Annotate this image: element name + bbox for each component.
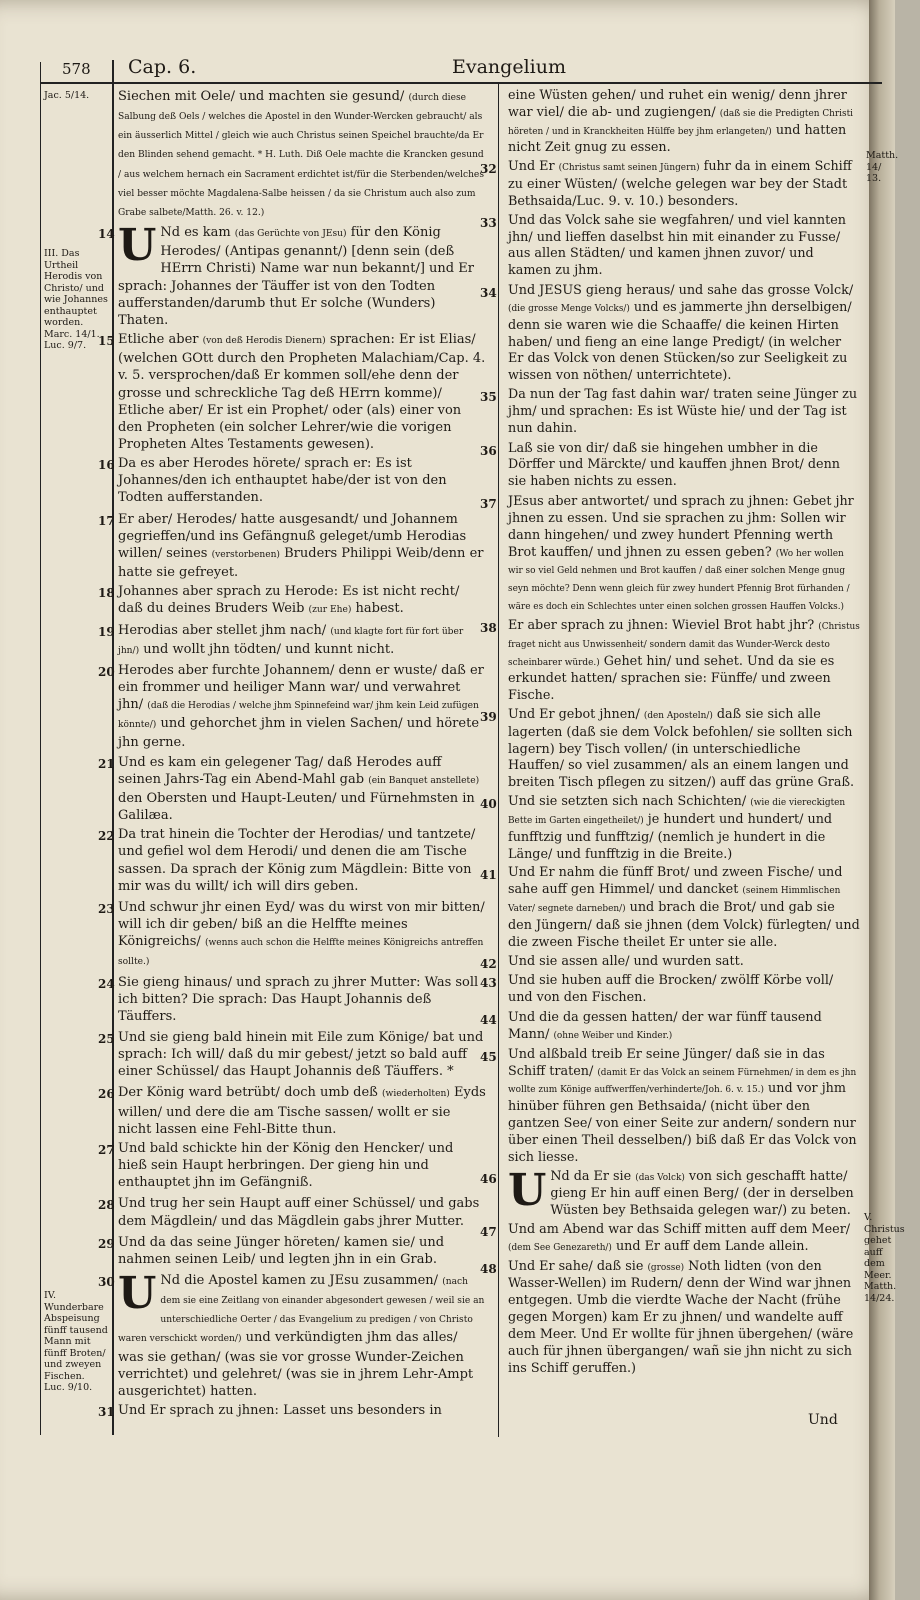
verse-number: 48: [480, 1261, 497, 1276]
verse-gloss: (wenns auch schon die Helffte meines Königreichs antreffen sollte.): [118, 938, 484, 968]
verse-text: Und am Abend war das Schiff mitten auff dem Meer/: [508, 1222, 851, 1237]
verse: [98, 826, 486, 897]
page-number: 578: [62, 60, 91, 78]
verse: [480, 865, 860, 951]
verse-number: 25: [98, 1031, 115, 1046]
verse-text: Und Er gebot jhnen/: [508, 706, 644, 722]
verse-gloss: (und klagte fort für fort über jhn/): [118, 626, 464, 656]
verse-text: Er aber sprach zu jhnen: Wieviel Brot habt jhr?: [508, 617, 819, 633]
verse-number: 27: [98, 1142, 115, 1157]
verse: [480, 1164, 860, 1220]
verse: [98, 1402, 486, 1421]
verse-gloss: (von deß Herodis Dienern): [202, 336, 326, 347]
verse-text: Laß sie von dir/ daß sie hingehen umbher in die Dörffer und Märckte/ und kauffen jhnen Brot/ denn sie haben nichts zu essen.: [508, 440, 840, 490]
verse: [480, 973, 860, 1008]
verse-text-continued: und vor jhm hinüber führen gen Bethsaida/ (nicht über den gantzen See/ von einer Seite zur andern/ sondern nur über einen Theil desselben/) biß daß Er das Volck von sich liesse.: [508, 1081, 857, 1165]
verse-number: 17: [98, 513, 115, 528]
verse-text: Herodias aber stellet jhm nach/: [118, 622, 331, 638]
verse: [98, 331, 486, 453]
catchword: Und: [808, 1412, 838, 1428]
verse: [98, 1029, 486, 1082]
verse-number: 34: [480, 286, 497, 301]
verse-text: Und Er sprach zu jhnen: Lasset uns besonders in: [118, 1403, 442, 1419]
verse-text: Siechen mit Oele/ und machten sie gesund/: [118, 89, 409, 104]
verse-text: Und Er nahm die fünff Brot/ und zween Fische/ und sahe auff gen Himmel/ und dancket: [508, 865, 843, 898]
drop-capital: U: [118, 220, 157, 272]
verse-number: 44: [480, 1013, 497, 1028]
verse-number: 26: [98, 1087, 115, 1102]
verse-gloss: (daß die Herodias / welche jhm Spinnefeind war/ jhm kein Leid zufügen könnte/): [118, 701, 479, 731]
verse: [98, 220, 486, 329]
verse-gloss: (Wo her wollen wir so viel Geld nehmen und Brot kauffen / daß einer solchen Menge gnug seyn möchte? Denn wenn gleich für zwey hundert Pfennig Brot fürhanden / wäre es doch ein Schlechtes unter einen solchen grossen Hauffen Volcks.): [508, 548, 850, 613]
verse: [508, 88, 860, 157]
verse-gloss: (das Gerüchte von JEsu): [234, 229, 347, 240]
verse: [480, 794, 860, 863]
drop-capital: U: [508, 1164, 547, 1216]
verse-text-continued: für den König Herodes/ (Antipas genannt/) [denn sein (deß HErrn Christi) Name war nun bekannt/] und Er sprach: Johannes der Täuffer ist von den Todten aufferstanden/darumb thut Er solche (Wunders) Thaten.: [118, 225, 474, 328]
verse-number: 40: [480, 797, 497, 812]
verse-number: 42: [480, 956, 497, 971]
verse: [98, 899, 486, 972]
verse-text: Und alßbald treib Er seine Jünger/ daß sie in das Schiff traten/: [508, 1046, 825, 1079]
column-divider: [498, 82, 499, 1437]
verse-text-continued: und verkündigten jhm das alles/ was sie gethan/ (was sie vor grosse Wunder-Zeichen verrichtet) und gelehret/ (was sie in jhrem Lehr-Ampt ausgerichtet) hatten.: [118, 1330, 474, 1399]
verse-text-continued: und es jammerte jhn derselbigen/ denn sie waren wie die Schaaffe/ die keinen Hirten haben/ und fieng an eine lange Predigt/ (in welcher Er das Volck von denen Stücken/so zur Seeligkeit zu wissen von nöthen/ unterrichtete).: [508, 299, 852, 384]
verse-number: 38: [480, 620, 497, 635]
verse-text: Sie gieng hinaus/ und sprach zu jhrer Mutter: Was soll ich bitten? Die sprach: Das Haupt Johannis deß Täuffers.: [118, 974, 479, 1024]
verse-text: Und Er sahe/ daß sie: [508, 1258, 648, 1274]
verse-gloss: (durch diese Salbung deß Oels / welches die Apostel in den Wunder-Wercken gebraucht/ als ein äusserlich Mittel / gleich wie auch Christus seinen Speichel brauchte/da Er den Blinden sehend gemacht. * H. Luth. Diß Oele machte die Krancken gesund / aus welchem hernach ein Sacrament erdichtet ist/für die Sterbenden/welches viel besser möchte Magdalena-Salbe heissen / da sie Christum auch also zum Grabe salbete/Matth. 26. v. 12.): [118, 93, 484, 218]
drop-capital: U: [118, 1268, 157, 1319]
verse-gloss: (das Volck): [635, 1172, 685, 1183]
verse: [480, 953, 860, 972]
verse: [480, 440, 860, 492]
verse-gloss: (grosse): [647, 1262, 685, 1273]
margin-note-iii: III. Das Urtheil Herodis von Christo/ und wie Johannes enthauptet worden. Marc. 14/1. Luc. 9/7.: [44, 248, 108, 351]
verse-text-continued: und wollt jhn tödten/ und kunnt nicht.: [139, 641, 395, 657]
verse: [480, 706, 860, 792]
verse-text-continued: habest.: [351, 601, 404, 617]
verse-text: Und bald schickte hin der König den Hencker/ und hieß sein Haupt herbringen. Der gieng hin und enthauptet jhn im Gefängniß.: [118, 1140, 454, 1191]
verse: [480, 1010, 860, 1045]
verse-text-continued: Gehet hin/ und sehet. Und da sie es erkundet hatten/ sprachen sie: Fünffe/ und zween Fische.: [508, 653, 835, 704]
margin-rule-left: [112, 60, 114, 1435]
verse: [480, 283, 860, 385]
verse-text-continued: und hatten nicht Zeit gnug zu essen.: [508, 122, 847, 156]
verse-text: JEsus aber antwortet/ und sprach zu jhnen: Gebet jhr jhnen zu essen. Und sie sprachen zu jhm: Sollen wir dann hingehen/ und zwey hundert Pfenning werth Brot kauffen/ und jhnen zu essen geben?: [508, 494, 854, 560]
book-spine: [869, 0, 895, 1600]
verse-text: Und sie huben auff die Brocken/ zwölff Körbe voll/ und von den Fischen.: [508, 973, 834, 1006]
verse-gloss: (den Aposteln/): [643, 710, 713, 721]
verse: [98, 662, 486, 752]
verse: [98, 455, 486, 508]
verse-number: 41: [480, 868, 497, 883]
verse: [98, 1195, 486, 1231]
chapter-heading: Cap. 6.: [128, 56, 197, 78]
verse-gloss: (wie die viereckigten Bette im Garten eingetheilet/): [508, 798, 846, 826]
verse-gloss: (seinem Himmlischen Vater/ segnete darneben/): [508, 886, 841, 915]
verse-gloss: (verstorbenen): [211, 549, 280, 560]
margin-note-v: V. Christus gehet auff dem Meer. Matth. 14/24.: [864, 1212, 905, 1304]
verse-text: Und die da gessen hatten/ der war fünff tausend Mann/: [508, 1010, 822, 1042]
verse-number: 32: [480, 162, 497, 177]
verse-number: 39: [480, 709, 497, 724]
verse: [98, 1140, 486, 1193]
right-column: [480, 88, 860, 1379]
verse-text: Johannes aber sprach zu Herode: Es ist nicht recht/ daß du deines Bruders Weib: [118, 584, 460, 617]
verse-text-continued: den Obersten und Haupt-Leuten/ und Fürnehmsten in Galilæa.: [118, 790, 475, 824]
verse-gloss: (zur Ehe): [308, 605, 352, 616]
verse-text: Und Er: [508, 159, 559, 175]
verse-number: 29: [98, 1236, 115, 1251]
margin-note-jac: Jac. 5/14.: [44, 90, 90, 101]
verse-text: Etliche aber: [118, 332, 203, 348]
verse-gloss: (dem See Genezareth/): [508, 1242, 612, 1253]
verse-gloss: (wiederholten): [382, 1089, 450, 1100]
verse: [98, 511, 486, 582]
verse-text: Und sie assen alle/ und wurden satt.: [508, 953, 744, 969]
verse-gloss: (daß sie die Predigten Christi höreten / und in Kranckheiten Hülffe bey jhm erlangeten/): [508, 108, 853, 137]
verse-number: 16: [98, 458, 115, 473]
verse: [98, 1084, 486, 1137]
verse: [480, 1046, 860, 1167]
verse-number: 36: [480, 443, 497, 458]
verse-number: 19: [98, 624, 115, 639]
verse-text-continued: fuhr da in einem Schiff zu einer Wüsten/ (welche gelegen war bey der Stadt Bethsaida/Luc. 9. v. 10.) besonders.: [508, 159, 852, 209]
header-rule: [40, 82, 882, 84]
verse-text: Er aber/ Herodes/ hatte ausgesandt/ und Johannem gegrieffen/und ins Gefängnuß geleget/umb Herodias willen/ seines: [118, 511, 467, 561]
verse-gloss: (die grosse Menge Volcks/): [508, 303, 630, 314]
book-heading: Evangelium: [452, 56, 566, 78]
verse-text: Nd es kam: [160, 225, 235, 241]
verse: [98, 1234, 486, 1270]
verse: [480, 159, 860, 210]
verse-number: 15: [98, 334, 115, 349]
verse-number: 28: [98, 1198, 115, 1213]
verse-number: 23: [98, 901, 115, 916]
verse-number: 18: [98, 586, 115, 601]
verse-text: Da nun der Tag fast dahin war/ traten seine Jünger zu jhm/ und sprachen: Es ist Wüste hie/ und der Tag ist nun dahin.: [508, 387, 858, 436]
verse-text: Und sie gieng bald hinein mit Eile zum Könige/ bat und sprach: Ich will/ daß du mir gebest/ jetzt so bald auff einer Schüssel/ das Haupt Johannis deß Täuffers. *: [118, 1029, 484, 1080]
verse-text-continued: und gehorchet jhm in vielen Sachen/ und hörete jhn gerne.: [118, 716, 480, 751]
verse-text: Herodes aber furchte Johannem/ denn er wuste/ daß er ein frommer und heiliger Mann war/ und verwahret jhn/: [118, 662, 484, 713]
verse-text: eine Wüsten gehen/ und ruhet ein wenig/ denn jhrer war viel/ die ab- und zugiengen/: [508, 88, 847, 120]
verse: [98, 974, 486, 1027]
verse: [480, 387, 860, 438]
verse: [480, 1258, 860, 1378]
verse-number: 31: [98, 1405, 115, 1420]
verse-number: 47: [480, 1225, 497, 1239]
verse-text-continued: und Er auff dem Lande allein.: [611, 1238, 809, 1254]
verse-text: Nd da Er sie: [550, 1168, 636, 1184]
verse-text-continued: Noth lidten (von den Wasser-Wellen) im Rudern/ denn der Wind war jhnen entgegen. Umb die vierdte Wache der Nacht (frühe gegen Morgen) kam Er zu jhnen/ und wandelte auff dem Meer. Und Er wollte für jhnen übergehen/ (wäre auch für jhnen übergangen/ wañ sie jhn nicht zu sich ins Schiff geruffen.): [508, 1258, 854, 1376]
verse-number: 30: [98, 1275, 115, 1289]
verse: [118, 88, 486, 222]
verse-text: Der König ward betrübt/ doch umb deß: [118, 1085, 382, 1101]
verse-text-continued: und brach die Brot/ und gab sie den Jüngern/ daß sie jhnen (dem Volck) fürlegten/ und die zween Fische theilet Er unter sie alle.: [508, 900, 860, 950]
verse-text: Nd die Apostel kamen zu JEsu zusammen/: [160, 1273, 443, 1288]
verse-number: 35: [480, 390, 497, 405]
verse: [480, 494, 860, 616]
verse-gloss: (ohne Weiber und Kinder.): [553, 1030, 673, 1041]
verse-text-continued: je hundert und hundert/ und funfftzig und funfftzig/ (nemlich je hundert in die Länge/ und funfftzig in die Breite.): [508, 811, 833, 862]
verse-gloss: (Christus samt seinen Jüngern): [558, 163, 700, 174]
verse-text: Und schwur jhr einen Eyd/ was du wirst von mir bitten/ will ich dir geben/ biß an die Helffte meines Königreichs/: [118, 899, 485, 950]
verse-number: 20: [98, 664, 115, 679]
verse-text: Und sie setzten sich nach Schichten/: [508, 794, 751, 810]
verse-text-continued: von sich geschafft hatte/ gieng Er hin auff einen Berg/ (der in derselben Wüsten bey Bethsaida gelegen war/) zu beten.: [550, 1168, 854, 1219]
verse-text-continued: Eyds willen/ und dere die am Tische sassen/ wollt er sie nicht lassen eine Fehl-Bitte thun.: [118, 1085, 486, 1137]
verse-number: 24: [98, 976, 115, 991]
verse-number: 14: [98, 227, 115, 242]
verse: [480, 617, 860, 705]
verse: [480, 212, 860, 281]
verse: [480, 1222, 860, 1257]
verse-gloss: (ein Banquet anstellete): [368, 775, 480, 786]
verse: [98, 622, 486, 660]
verse-number: 43: [480, 976, 497, 991]
verse-text: Und es kam ein gelegener Tag/ daß Herodes auff seinen Jahrs-Tag ein Abend-Mahl gab: [118, 754, 442, 787]
verse-text: Und JESUS gieng heraus/ und sahe das grosse Volck/: [508, 283, 854, 299]
margin-note-matth: Matth. 14/ 13.: [866, 150, 899, 184]
verse-text: Da es aber Herodes hörete/ sprach er: Es ist Johannes/den ich enthauptet habe/der ist von den Todten aufferstanden.: [118, 456, 447, 506]
verse-number: 46: [480, 1171, 497, 1186]
verse-gloss: (nach dem sie eine Zeitlang von einander abgesondert gewesen / weil sie an unterschiedliche Oerter / das Evangelium zu predigen / von Christo waren verschickt worden/): [118, 1277, 485, 1345]
verse-text-continued: sprachen: Er ist Elias/ (welchen GOtt durch den Propheten Malachiam/Cap. 4. v. 5. versprochen/daß Er kommen soll/ehe denn der grosse und schreckliche Tag deß HErrn komme)/ Etliche aber/ Er ist ein Prophet/ oder (als) einer von den Propheten (ein solcher Lehrer/wie die vorigen Propheten Altes Testaments gewesen).: [118, 332, 486, 452]
verse-text-continued: daß sie sich alle lagerten (daß sie dem Volck befohlen/ sie sollten sich lagern) bey Tisch vollen/ (in unterschiedliche Hauffen/ so viel zusammen/ als an einem langen und breiten Tisch pflegen zu sitzen/) auff das grüne Graß.: [508, 706, 855, 791]
verse-text: Und da das seine Jünger höreten/ kamen sie/ und nahmen seinen Leib/ und legten jhn in ein Grab.: [118, 1234, 445, 1267]
verse-text: Und trug her sein Haupt auff einer Schüssel/ und gabs dem Mägdlein/ und das Mägdlein gabs jhrer Mutter.: [118, 1196, 480, 1229]
verse-number: 45: [480, 1049, 497, 1064]
verse: [98, 754, 486, 825]
verse-number: 21: [98, 756, 115, 771]
verse-number: 37: [480, 497, 497, 512]
verse-text: Da trat hinein die Tochter der Herodias/ und tantzete/ und gefiel wol dem Herodi/ und denen die am Tische sassen. Da sprach der König zum Mägdlein: Bitte von mir was du willt/ ich will dirs geben.: [118, 827, 476, 894]
verse-gloss: (Christus fraget nicht aus Unwissenheit/ sondern damit das Wunder-Werck desto scheinbarer würde.): [508, 621, 860, 668]
margin-note-iv: IV. Wunderbare Abspeisung fünff tausend Mann mit fünff Broten/ und zweyen Fischen. Luc. 9/10.: [44, 1290, 108, 1393]
verse-number: 22: [98, 829, 115, 844]
verse-gloss: (damit Er das Volck an seinem Fürnehmen/ in dem es jhn wollte zum Könige auffwerffen/verhinderte/Joh. 6. v. 15.): [508, 1067, 857, 1096]
verse-number: 33: [480, 215, 497, 230]
verse: [98, 583, 486, 619]
verse-text: Und das Volck sahe sie wegfahren/ und viel kannten jhn/ und lieffen daselbst hin mit einander zu Fusse/ aus allen Städten/ und kamen jhnen zuvor/ und kamen zu jhm.: [508, 212, 846, 279]
outer-rule: [40, 62, 41, 1435]
left-column: [98, 88, 486, 1423]
running-head: [122, 56, 852, 82]
verse: [98, 1268, 486, 1400]
verse-text-continued: Bruders Philippi Weib/denn er hatte sie gefreyet.: [118, 545, 484, 581]
